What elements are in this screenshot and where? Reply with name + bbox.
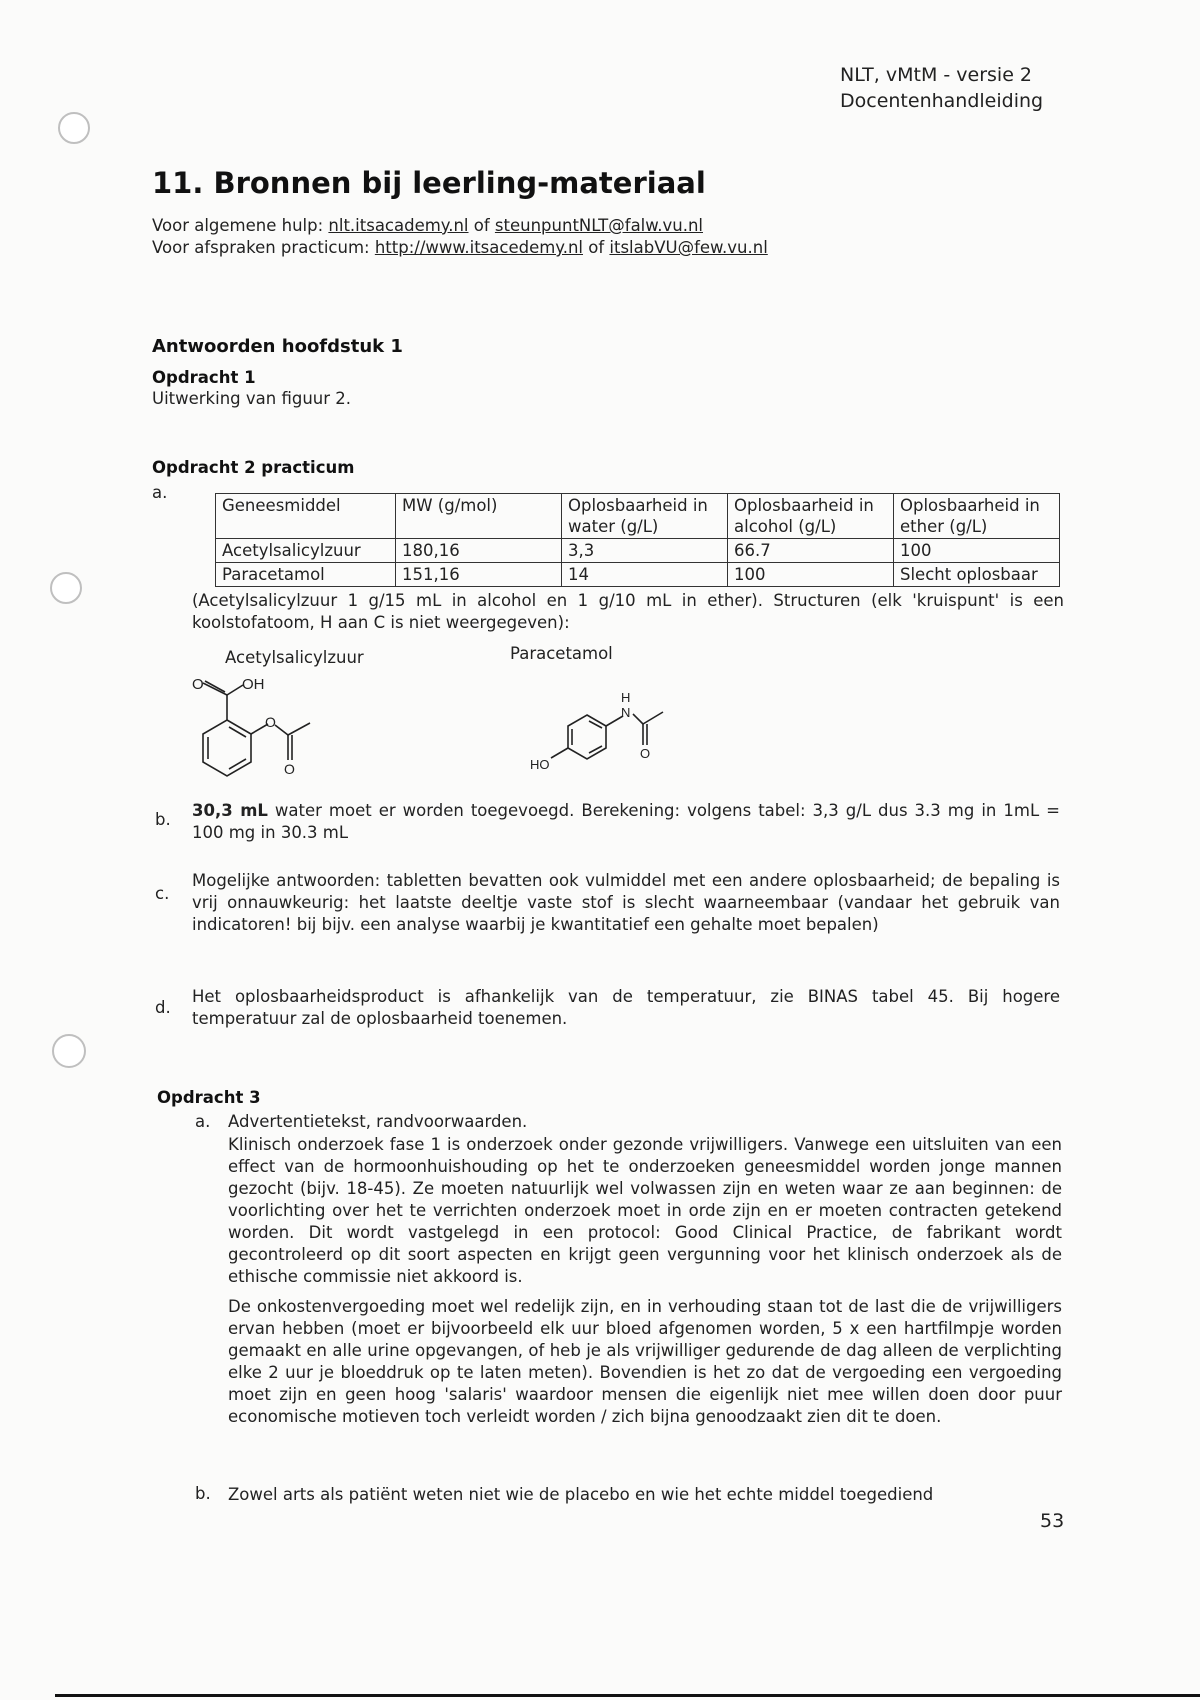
- table-cell: Acetylsalicylzuur: [216, 539, 396, 563]
- table-row: [216, 563, 1060, 587]
- opdracht3-a-paragraph-1: Klinisch onderzoek fase 1 is onderzoek onder gezonde vrijwilligers. Vanwege een uitsluiten van een effect van de hormoonhuishouding op het te onderzoeken geneesmiddel worden jonge mannen gezocht (bijv. 18-45). Ze moeten natuurlijk wel volwassen zijn en weten waar ze aan beginnen: de voorlichting over het te verrichten onderzoek moet in orde zijn en er moeten contracten getekend worden. Dit wordt vastgelegd in een protocol: Good Clinical Practice, de fabrikant wordt gecontroleerd op dit soort aspecten en krijgt geen vergunning voor het klinisch onderzoek als de ethische commissie niet akkoord is.: [228, 1135, 1062, 1286]
- help-practicum-label: Voor afspraken practicum:: [152, 238, 370, 257]
- header-line-1: NLT, vMtM - versie 2: [840, 64, 1033, 86]
- atom-n: N: [621, 705, 631, 720]
- opdracht3-b-text: Zowel arts als patiënt weten niet wie de placebo en wie het echte middel toegediend: [228, 1485, 934, 1504]
- bottom-edge-line: [55, 1694, 1200, 1697]
- opdracht1-text: Uitwerking van figuur 2.: [152, 389, 352, 408]
- table-cell: 100: [728, 563, 894, 587]
- page-header: [840, 62, 1043, 114]
- help-link-itsacedemy[interactable]: http://www.itsacedemy.nl: [374, 238, 583, 257]
- mol-name-aspirin: Acetylsalicylzuur: [225, 648, 364, 667]
- atom-ho: HO: [530, 757, 550, 772]
- help-of-1: of: [473, 216, 490, 235]
- page-number: 53: [1040, 1510, 1065, 1532]
- atom-oh: OH: [242, 676, 265, 693]
- header-line-2: Docentenhandleiding: [840, 90, 1044, 112]
- table-header: MW (g/mol): [396, 494, 562, 539]
- table-header: Oplosbaarheid in water (g/L): [562, 494, 728, 539]
- table-cell: 151,16: [396, 563, 562, 587]
- atom-o-amide: O: [640, 746, 651, 761]
- help-of-2: of: [588, 238, 605, 257]
- opdracht1-title: Opdracht 1: [152, 368, 256, 387]
- benzene-ring: [203, 720, 251, 776]
- table-cell: 180,16: [396, 539, 562, 563]
- help-link-itsacademy[interactable]: nlt.itsacademy.nl: [328, 216, 469, 235]
- opdracht2-a-label: a.: [152, 483, 168, 502]
- table-cell: 3,3: [562, 539, 728, 563]
- structure-note: (Acetylsalicylzuur 1 g/15 mL in alcohol en 1 g/10 mL in ether). Structuren (elk 'kruispunt' is een koolstofatoom, H aan C is niet weergegeven):: [192, 591, 1064, 632]
- section-heading: Antwoorden hoofdstuk 1: [152, 336, 403, 357]
- atom-h: H: [621, 690, 631, 705]
- atom-o-ester: O: [265, 714, 276, 730]
- table-header: Geneesmiddel: [216, 494, 396, 539]
- table-cell: 66.7: [728, 539, 894, 563]
- aspirin-structure-diagram: [180, 665, 360, 790]
- help-line-practicum: [152, 238, 768, 257]
- opdracht2-title: Opdracht 2 practicum: [152, 458, 355, 477]
- table-header: Oplosbaarheid in ether (g/L): [894, 494, 1060, 539]
- table-row: [216, 539, 1060, 563]
- opdracht2-b-label: b.: [155, 810, 171, 829]
- table-cell: Slecht oplosbaar: [894, 563, 1060, 587]
- b-answer-bold: 30,3 mL: [192, 801, 268, 820]
- help-link-itslab[interactable]: itslabVU@few.vu.nl: [609, 238, 768, 257]
- atom-o-acetyl: O: [284, 761, 295, 777]
- atom-o-carbonyl: O: [192, 676, 204, 693]
- punch-hole-bottom: [52, 1034, 86, 1068]
- hydroxyl-bond: [551, 748, 568, 758]
- opdracht2-c-text: Mogelijke antwoorden: tabletten bevatten ook vulmiddel met een andere oplosbaarheid; de bepaling is vrij onnauwkeurig: het laatste deeltje vaste stof is slecht waarneembaar (vandaar het gebruik van indicatoren! bij bijv. een analyse waarbij je kwantitatief een gehalte moet bepalen): [192, 871, 1060, 934]
- paracetamol-structure-diagram: [515, 690, 695, 790]
- opdracht2-d-label: d.: [155, 998, 171, 1017]
- benzene-ring: [568, 715, 606, 759]
- opdracht2-b-text: [192, 800, 1060, 844]
- b-answer-rest: water moet er worden toegevoegd. Berekening: volgens tabel: 3,3 g/L dus 3.3 mg in 1mL = 100 mg in 30.3 mL: [192, 801, 1060, 842]
- help-line-general: [152, 216, 703, 235]
- opdracht3-a-paragraph-2: De onkostenvergoeding moet wel redelijk zijn, en in verhouding staan tot de last die de vrijwilligers ervan hebben (moet er bijvoorbeeld elk uur bloed afgenomen worden, 5 x een hartfilmpje worden gemaakt en alle urine opgevangen, of heb je als vrijwilliger gedurende de dag alleen de verplichting elke 2 uur je bloeddruk op te laten meten). Bovendien is het zo dat de vergoeding een vergoeding moet zijn en geen hoog 'salaris' waardoor mensen die eigenlijk niet mee willen doen door puur economische motieven toch verleidt worden / zich bijna genoodzaakt zien dit te doen.: [228, 1297, 1062, 1426]
- opdracht2-c-label: c.: [155, 884, 170, 903]
- punch-hole-middle: [50, 572, 82, 604]
- page-title: 11. Bronnen bij leerling-materiaal: [152, 166, 706, 200]
- opdracht3-title: Opdracht 3: [157, 1088, 261, 1107]
- opdracht3-a-heading: Advertentietekst, randvoorwaarden.: [228, 1112, 528, 1131]
- solubility-table: [215, 493, 1060, 587]
- help-general-label: Voor algemene hulp:: [152, 216, 324, 235]
- mol-name-paracetamol: Paracetamol: [510, 644, 613, 663]
- table-cell: 100: [894, 539, 1060, 563]
- opdracht3-b-label: b.: [195, 1484, 211, 1503]
- help-link-steunpunt[interactable]: steunpuntNLT@falw.vu.nl: [494, 216, 703, 235]
- table-header-row: [216, 494, 1060, 539]
- table-cell: 14: [562, 563, 728, 587]
- opdracht2-d-text: Het oplosbaarheidsproduct is afhankelijk van de temperatuur, zie BINAS tabel 45. Bij hogere temperatuur zal de oplosbaarheid toenemen.: [192, 987, 1060, 1028]
- table-header: Oplosbaarheid in alcohol (g/L): [728, 494, 894, 539]
- opdracht3-a-label: a.: [195, 1112, 211, 1131]
- punch-hole-top: [58, 112, 90, 144]
- table-cell: Paracetamol: [216, 563, 396, 587]
